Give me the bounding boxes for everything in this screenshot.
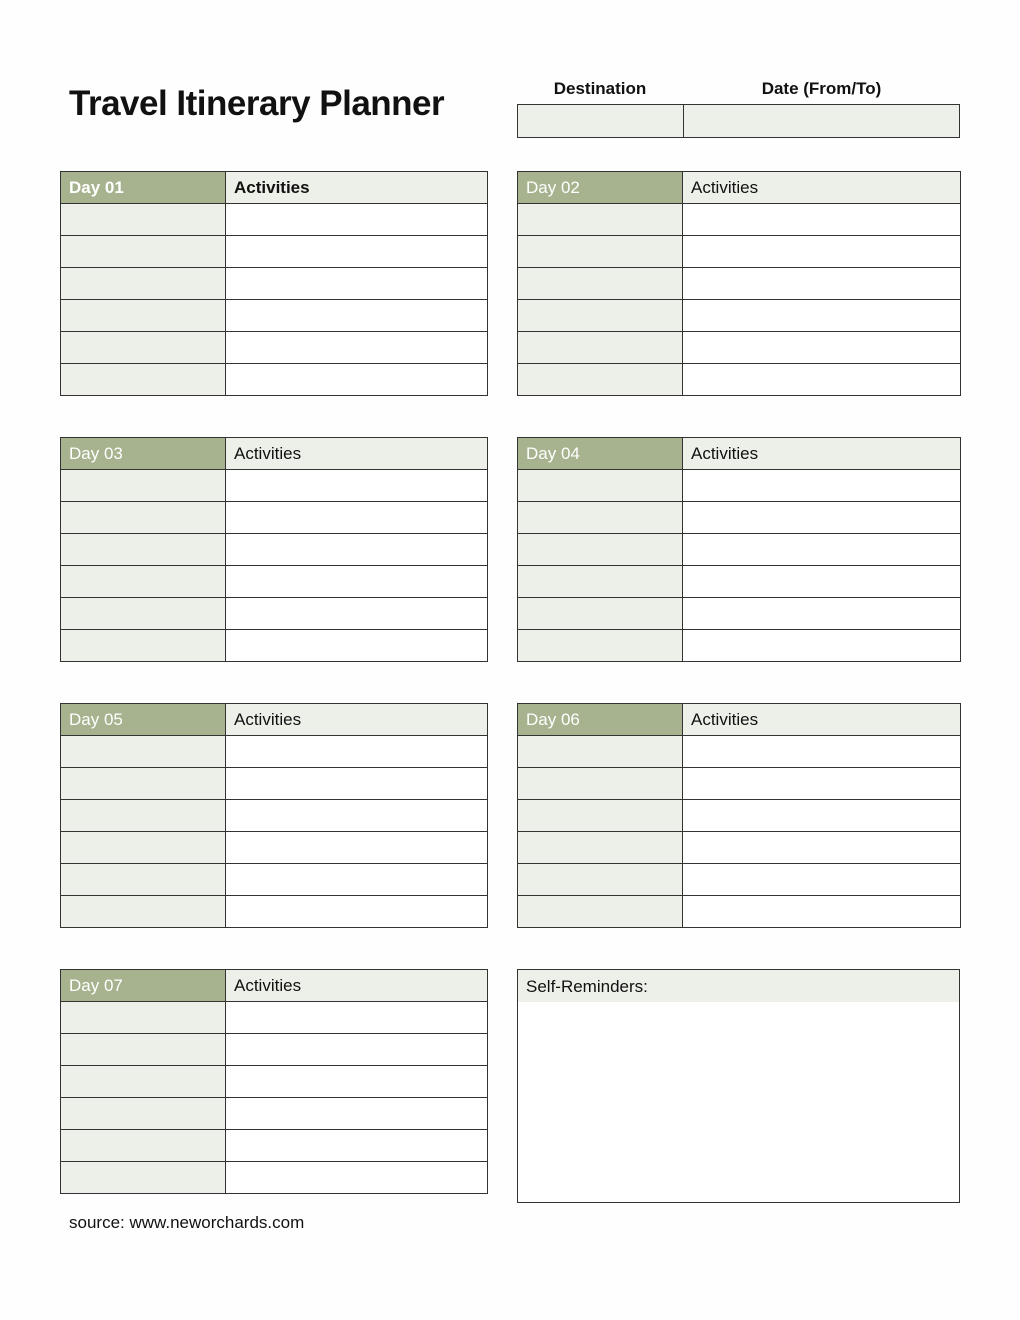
activity-cell[interactable] [226, 864, 488, 896]
table-row [61, 1130, 488, 1162]
table-row [61, 566, 488, 598]
time-cell[interactable] [518, 800, 683, 832]
table-row [518, 332, 961, 364]
time-cell[interactable] [61, 470, 226, 502]
table-row [518, 268, 961, 300]
table-row [61, 502, 488, 534]
day-label: Day 02 [518, 172, 683, 204]
activity-cell[interactable] [226, 1066, 488, 1098]
time-cell[interactable] [518, 332, 683, 364]
activity-cell[interactable] [226, 768, 488, 800]
table-row [61, 364, 488, 396]
self-reminders-box[interactable] [517, 969, 960, 1203]
time-cell[interactable] [518, 534, 683, 566]
time-cell[interactable] [518, 832, 683, 864]
activity-cell[interactable] [683, 598, 961, 630]
activity-cell[interactable] [226, 236, 488, 268]
table-row [518, 896, 961, 928]
table-row [61, 630, 488, 662]
table-row [61, 1098, 488, 1130]
activity-cell[interactable] [683, 204, 961, 236]
time-cell[interactable] [61, 832, 226, 864]
table-row [518, 470, 961, 502]
time-cell[interactable] [61, 332, 226, 364]
activity-cell[interactable] [226, 502, 488, 534]
time-cell[interactable] [518, 896, 683, 928]
time-cell[interactable] [61, 896, 226, 928]
time-cell[interactable] [518, 736, 683, 768]
table-row [61, 864, 488, 896]
activity-cell[interactable] [226, 1002, 488, 1034]
table-row [61, 1066, 488, 1098]
activity-cell[interactable] [683, 864, 961, 896]
time-cell[interactable] [518, 768, 683, 800]
activities-header: Activities [226, 704, 488, 736]
day-label: Day 03 [61, 438, 226, 470]
activities-header: Activities [683, 172, 961, 204]
activity-cell[interactable] [226, 832, 488, 864]
time-cell[interactable] [518, 364, 683, 396]
activities-header: Activities [226, 970, 488, 1002]
time-cell[interactable] [61, 566, 226, 598]
time-cell[interactable] [518, 268, 683, 300]
destination-field[interactable] [517, 104, 684, 138]
table-row [518, 566, 961, 598]
activity-cell[interactable] [683, 736, 961, 768]
table-row [518, 364, 961, 396]
table-row [61, 236, 488, 268]
time-cell[interactable] [518, 598, 683, 630]
table-row [518, 300, 961, 332]
time-cell[interactable] [61, 1034, 226, 1066]
table-row [61, 470, 488, 502]
table-row [518, 768, 961, 800]
activity-cell[interactable] [226, 534, 488, 566]
table-row [518, 534, 961, 566]
time-cell[interactable] [61, 800, 226, 832]
table-row [518, 598, 961, 630]
table-row [518, 236, 961, 268]
time-cell[interactable] [61, 204, 226, 236]
time-cell[interactable] [61, 534, 226, 566]
time-cell[interactable] [61, 1130, 226, 1162]
activity-cell[interactable] [683, 268, 961, 300]
time-cell[interactable] [61, 768, 226, 800]
table-row [61, 332, 488, 364]
activity-cell[interactable] [226, 364, 488, 396]
activity-cell[interactable] [226, 470, 488, 502]
day-2-table [517, 171, 961, 396]
activity-cell[interactable] [226, 896, 488, 928]
time-cell[interactable] [61, 1162, 226, 1194]
time-cell[interactable] [61, 268, 226, 300]
time-cell[interactable] [518, 630, 683, 662]
table-row [518, 864, 961, 896]
time-cell[interactable] [61, 598, 226, 630]
activity-cell[interactable] [683, 332, 961, 364]
time-cell[interactable] [61, 864, 226, 896]
activity-cell[interactable] [226, 204, 488, 236]
activities-header: Activities [683, 704, 961, 736]
time-cell[interactable] [61, 1066, 226, 1098]
date-label: Date (From/To) [761, 79, 882, 98]
activity-cell[interactable] [226, 736, 488, 768]
table-row [61, 1034, 488, 1066]
source-credit: source: www.neworchards.com [69, 1213, 305, 1232]
table-row [61, 1162, 488, 1194]
activity-cell[interactable] [226, 300, 488, 332]
activity-cell[interactable] [683, 630, 961, 662]
day-5-table [60, 703, 488, 928]
activity-cell[interactable] [226, 1162, 488, 1194]
activity-cell[interactable] [226, 1098, 488, 1130]
activities-header: Activities [226, 172, 488, 204]
activity-cell[interactable] [226, 566, 488, 598]
table-row [61, 300, 488, 332]
activity-cell[interactable] [683, 502, 961, 534]
day-label: Day 07 [61, 970, 226, 1002]
time-cell[interactable] [61, 364, 226, 396]
table-row [61, 534, 488, 566]
day-4-table [517, 437, 961, 662]
day-7-table [60, 969, 488, 1194]
day-label: Day 05 [61, 704, 226, 736]
activity-cell[interactable] [226, 1130, 488, 1162]
date-field[interactable] [683, 104, 960, 138]
activity-cell[interactable] [226, 800, 488, 832]
table-row [518, 502, 961, 534]
table-row [518, 736, 961, 768]
time-cell[interactable] [518, 204, 683, 236]
table-row [61, 1002, 488, 1034]
activity-cell[interactable] [683, 470, 961, 502]
time-cell[interactable] [61, 502, 226, 534]
activity-cell[interactable] [683, 534, 961, 566]
activity-cell[interactable] [683, 768, 961, 800]
self-reminders-label: Self-Reminders: [518, 970, 959, 1002]
time-cell[interactable] [61, 736, 226, 768]
table-row [518, 630, 961, 662]
table-row [61, 598, 488, 630]
day-6-table [517, 703, 961, 928]
time-cell[interactable] [518, 300, 683, 332]
table-row [518, 204, 961, 236]
table-row [61, 768, 488, 800]
table-row [61, 896, 488, 928]
time-cell[interactable] [61, 236, 226, 268]
table-row [61, 832, 488, 864]
day-label: Day 01 [61, 172, 226, 204]
activity-cell[interactable] [226, 598, 488, 630]
activities-header: Activities [226, 438, 488, 470]
time-cell[interactable] [61, 1098, 226, 1130]
activity-cell[interactable] [226, 630, 488, 662]
table-row [61, 268, 488, 300]
day-label: Day 04 [518, 438, 683, 470]
time-cell[interactable] [61, 300, 226, 332]
destination-label: Destination [553, 79, 647, 98]
day-1-table [60, 171, 488, 396]
activity-cell[interactable] [683, 300, 961, 332]
activity-cell[interactable] [226, 268, 488, 300]
table-row [518, 832, 961, 864]
table-row [518, 800, 961, 832]
activity-cell[interactable] [226, 332, 488, 364]
time-cell[interactable] [518, 502, 683, 534]
time-cell[interactable] [518, 236, 683, 268]
page-title: Travel Itinerary Planner [69, 84, 445, 123]
table-row [61, 800, 488, 832]
activity-cell[interactable] [683, 832, 961, 864]
activities-header: Activities [683, 438, 961, 470]
activity-cell[interactable] [683, 364, 961, 396]
time-cell[interactable] [61, 630, 226, 662]
table-row [61, 736, 488, 768]
activity-cell[interactable] [683, 566, 961, 598]
activity-cell[interactable] [683, 800, 961, 832]
day-3-table [60, 437, 488, 662]
table-row [61, 204, 488, 236]
activity-cell[interactable] [683, 896, 961, 928]
activity-cell[interactable] [226, 1034, 488, 1066]
time-cell[interactable] [61, 1002, 226, 1034]
time-cell[interactable] [518, 566, 683, 598]
day-label: Day 06 [518, 704, 683, 736]
time-cell[interactable] [518, 864, 683, 896]
activity-cell[interactable] [683, 236, 961, 268]
time-cell[interactable] [518, 470, 683, 502]
